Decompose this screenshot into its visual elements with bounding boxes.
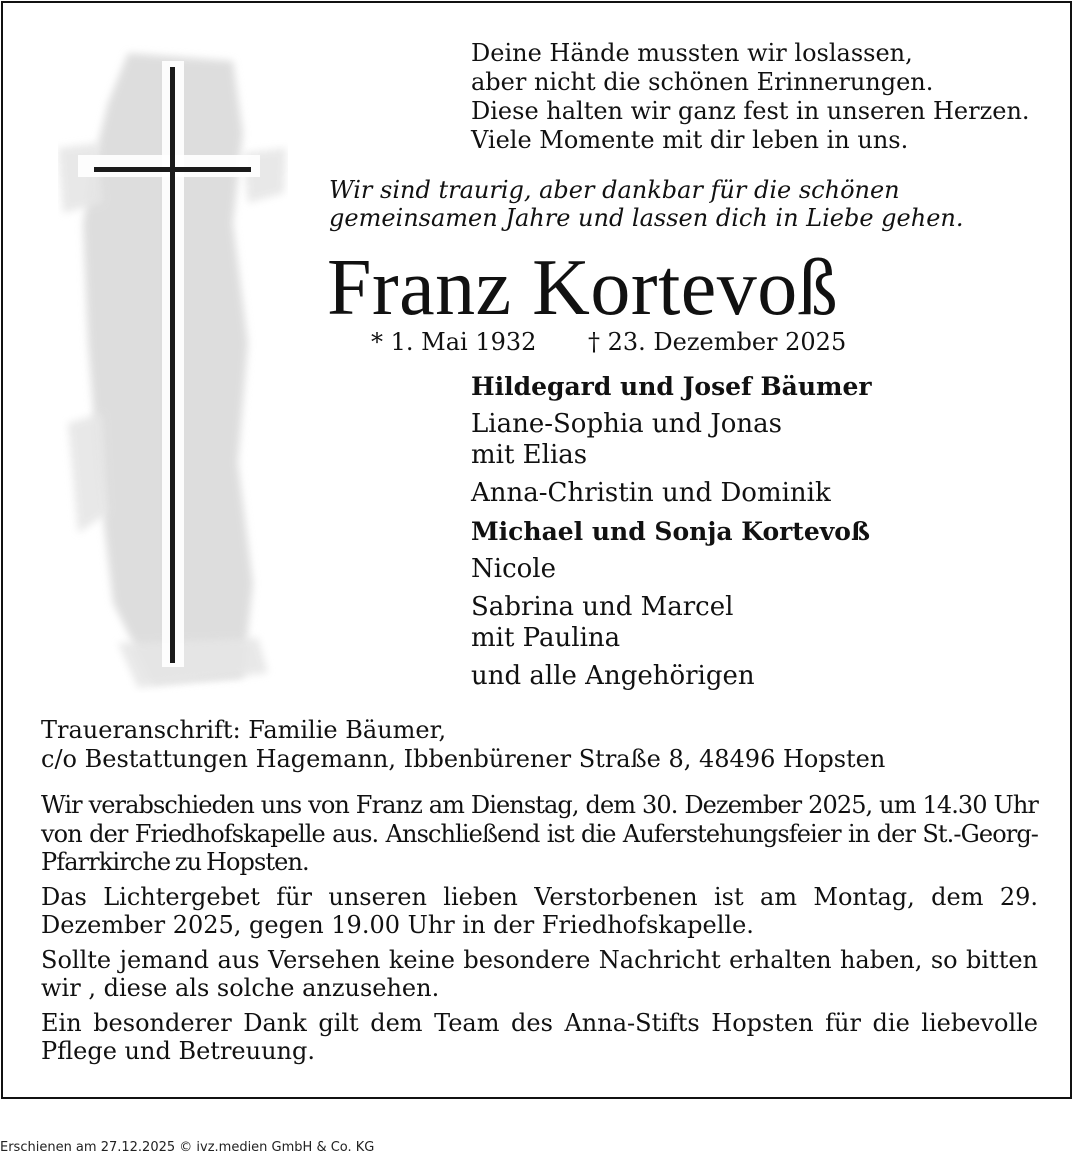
cross-icon <box>58 43 288 693</box>
mourning-address: Traueranschrift: Familie Bäumer, c/o Bestattungen Hagemann, Ibbenbürener Straße 8, 48496 Hopsten <box>41 716 886 773</box>
mourner-entry: Hildegard und Josef Bäumer <box>471 372 872 401</box>
mourner-entry: Liane-Sophia und Jonas mit Elias <box>471 409 782 470</box>
mourner-entry: Nicole <box>471 554 556 584</box>
birth-date: * 1. Mai 1932 <box>371 328 537 356</box>
death-date: † 23. Dezember 2025 <box>588 328 847 356</box>
intro-text: Wir sind traurig, aber dankbar für die schönen gemeinsamen Jahre und lassen dich in Liebe gehen. <box>329 176 964 232</box>
mourner-entry: Sabrina und Marcel mit Paulina <box>471 592 734 653</box>
poem-text: Deine Hände mussten wir loslassen, aber nicht die schönen Erinnerungen. Diese halten wir ganz fest in unseren Herzen. Viele Momente mit dir leben in uns. <box>471 39 1030 154</box>
deceased-name: Franz Kortevoß <box>327 244 839 332</box>
notice-funeral: Wir verabschieden uns von Franz am Dienstag, dem 30. Dezember 2025, um 14.30 Uhr von der Friedhofskapelle aus. Anschließend ist die Auferstehungsfeier in der St.-Georg-Pfarrkirche zu Hopsten. <box>41 791 1038 876</box>
obituary-frame <box>1 1 1072 1099</box>
mourner-entry: Anna-Christin und Dominik <box>471 478 831 508</box>
notices <box>41 791 1038 1072</box>
mourner-entry: Michael und Sonja Kortevoß <box>471 517 870 546</box>
publication-footer: Erschienen am 27.12.2025 © ivz.medien GmbH & Co. KG <box>0 1140 375 1155</box>
notice-thanks: Ein besonderer Dank gilt dem Team des Anna-Stifts Hopsten für die liebevolle Pflege und Betreuung. <box>41 1008 1038 1065</box>
notice-message: Sollte jemand aus Versehen keine besondere Nachricht erhalten haben, so bitten wir , diese als solche anzusehen. <box>41 945 1038 1002</box>
notice-prayer: Das Lichtergebet für unseren lieben Verstorbenen ist am Montag, dem 29. Dezember 2025, gegen 19.00 Uhr in der Friedhofskapelle. <box>41 882 1038 939</box>
mourner-entry: und alle Angehörigen <box>471 661 755 691</box>
mourners-list <box>471 371 1061 699</box>
